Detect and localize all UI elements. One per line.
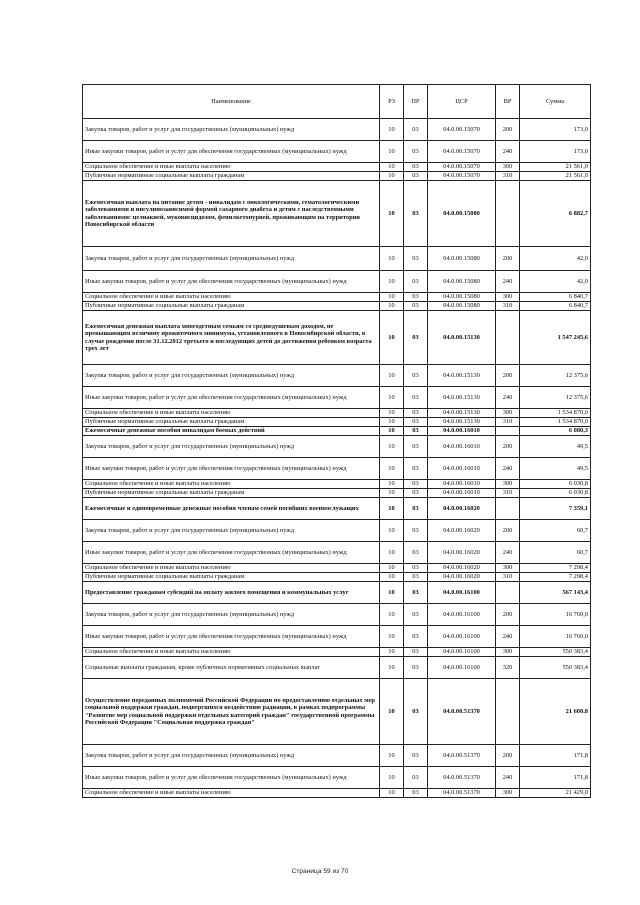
cell-csr: 04.0.00.16020 — [428, 542, 496, 564]
cell-sum: 1 534 870,0 — [520, 418, 591, 427]
cell-vr: 300 — [496, 480, 520, 489]
cell-rz: 10 — [380, 119, 404, 141]
cell-csr: 04.0.00.15080 — [428, 302, 496, 311]
cell-name: Публичные нормативные социальные выплаты гражданам — [83, 418, 380, 427]
cell-vr: 300 — [496, 293, 520, 302]
cell-vr: 200 — [496, 119, 520, 141]
cell-name: Предоставление гражданам субсидий на оплату жилого помещения и коммунальных услуг — [83, 582, 380, 604]
cell-name: Закупка товаров, работ и услуг для государственных (муниципальных) нужд — [83, 247, 380, 271]
table-row — [83, 573, 591, 582]
cell-name: Иные закупки товаров, работ и услуг для обеспечения государственных (муниципальных) нужд — [83, 626, 380, 648]
cell-rz: 10 — [380, 302, 404, 311]
cell-rz: 10 — [380, 247, 404, 271]
cell-name: Социальное обеспечение и иные выплаты населению — [83, 409, 380, 418]
cell-sum: 42,0 — [520, 247, 591, 271]
cell-vr: 300 — [496, 409, 520, 418]
cell-sum: 60,7 — [520, 520, 591, 542]
cell-csr: 04.0.00.16100 — [428, 648, 496, 657]
cell-rz: 10 — [380, 293, 404, 302]
cell-pr: 03 — [404, 427, 428, 436]
cell-rz: 10 — [380, 573, 404, 582]
cell-vr: 240 — [496, 626, 520, 648]
cell-sum: 6 030,8 — [520, 489, 591, 498]
cell-vr — [496, 311, 520, 365]
table-row — [83, 271, 591, 293]
cell-csr: 04.0.00.51370 — [428, 679, 496, 745]
table-row — [83, 626, 591, 648]
cell-rz: 10 — [380, 418, 404, 427]
cell-name: Иные закупки товаров, работ и услуг для обеспечения государственных (муниципальных) нужд — [83, 387, 380, 409]
cell-name: Иные закупки товаров, работ и услуг для обеспечения государственных (муниципальных) нужд — [83, 542, 380, 564]
cell-pr: 03 — [404, 181, 428, 247]
cell-pr: 03 — [404, 293, 428, 302]
cell-sum: 6 030,8 — [520, 480, 591, 489]
cell-rz: 10 — [380, 679, 404, 745]
cell-csr: 04.0.00.16020 — [428, 520, 496, 542]
cell-sum: 1 534 870,0 — [520, 409, 591, 418]
cell-vr: 240 — [496, 141, 520, 163]
cell-name: Социальные выплаты гражданам, кроме публичных нормативных социальных выплат — [83, 657, 380, 679]
table-row — [83, 302, 591, 311]
cell-pr: 03 — [404, 582, 428, 604]
cell-sum: 7 298,4 — [520, 573, 591, 582]
table-row — [83, 458, 591, 480]
cell-pr: 03 — [404, 498, 428, 520]
cell-vr: 310 — [496, 172, 520, 181]
cell-rz: 10 — [380, 141, 404, 163]
cell-rz: 10 — [380, 409, 404, 418]
cell-vr: 240 — [496, 271, 520, 293]
cell-pr: 03 — [404, 789, 428, 798]
table-row — [83, 648, 591, 657]
cell-rz: 10 — [380, 657, 404, 679]
cell-pr: 03 — [404, 648, 428, 657]
cell-name: Ежемесячная денежная выплата многодетным семьям со среднедушевым доходом, не превышающим величину прожиточного минимума, установленного в Новосибирской области, в случае рождения после 31.12.2012 третьего и последующих детей до достижения ребенком возраста трех лет — [83, 311, 380, 365]
cell-sum: 6 882,7 — [520, 181, 591, 247]
cell-sum: 6 080,3 — [520, 427, 591, 436]
cell-name: Ежемесячная выплата на питание детям - инвалидам с онкологическими, гематологическими заболеваниями и инсулинозависимой формой сахарного диабета и детям с наследственными заболеваниями: целиакией, муковисцидозом, фенилкетонурией, проживающим на территории Новосибирской области — [83, 181, 380, 247]
cell-vr: 240 — [496, 542, 520, 564]
cell-pr: 03 — [404, 679, 428, 745]
cell-sum: 21 561,0 — [520, 172, 591, 181]
page-number: Страница 59 из 70 — [291, 868, 349, 875]
cell-name: Публичные нормативные социальные выплаты гражданам — [83, 172, 380, 181]
cell-vr: 200 — [496, 436, 520, 458]
cell-vr: 310 — [496, 489, 520, 498]
cell-vr: 300 — [496, 648, 520, 657]
cell-pr: 03 — [404, 365, 428, 387]
cell-pr: 03 — [404, 767, 428, 789]
cell-sum: 21 600,8 — [520, 679, 591, 745]
cell-csr: 04.0.00.15130 — [428, 311, 496, 365]
cell-vr: 200 — [496, 247, 520, 271]
cell-sum: 6 840,7 — [520, 293, 591, 302]
cell-vr — [496, 427, 520, 436]
cell-rz: 10 — [380, 181, 404, 247]
header-csr: ЦСР — [428, 85, 496, 119]
cell-sum: 7 359,1 — [520, 498, 591, 520]
table-row — [83, 365, 591, 387]
cell-name: Закупка товаров, работ и услуг для государственных (муниципальных) нужд — [83, 365, 380, 387]
cell-pr: 03 — [404, 141, 428, 163]
cell-rz: 10 — [380, 542, 404, 564]
table-row — [83, 582, 591, 604]
cell-pr: 03 — [404, 247, 428, 271]
cell-csr: 04.0.00.16020 — [428, 564, 496, 573]
table-row — [83, 119, 591, 141]
cell-name: Иные закупки товаров, работ и услуг для обеспечения государственных (муниципальных) нужд — [83, 767, 380, 789]
cell-csr: 04.0.00.16100 — [428, 626, 496, 648]
cell-name: Публичные нормативные социальные выплаты гражданам — [83, 573, 380, 582]
cell-sum: 12 375,6 — [520, 387, 591, 409]
cell-rz: 10 — [380, 498, 404, 520]
table-row — [83, 604, 591, 626]
table-row — [83, 418, 591, 427]
table-row — [83, 311, 591, 365]
cell-rz: 10 — [380, 520, 404, 542]
cell-rz: 10 — [380, 626, 404, 648]
cell-vr: 200 — [496, 365, 520, 387]
cell-pr: 03 — [404, 302, 428, 311]
cell-pr: 03 — [404, 489, 428, 498]
cell-pr: 03 — [404, 436, 428, 458]
cell-pr: 03 — [404, 542, 428, 564]
cell-sum: 7 298,4 — [520, 564, 591, 573]
cell-name: Публичные нормативные социальные выплаты гражданам — [83, 489, 380, 498]
cell-pr: 03 — [404, 271, 428, 293]
cell-vr: 200 — [496, 520, 520, 542]
table-header-row — [83, 85, 591, 119]
cell-csr: 04.0.00.16100 — [428, 657, 496, 679]
header-sum: Сумма — [520, 85, 591, 119]
table-row — [83, 679, 591, 745]
cell-name: Социальное обеспечение и иные выплаты населению — [83, 789, 380, 798]
cell-vr: 310 — [496, 302, 520, 311]
cell-csr: 04.0.00.15080 — [428, 293, 496, 302]
cell-csr: 04.0.00.51370 — [428, 789, 496, 798]
cell-rz: 10 — [380, 489, 404, 498]
cell-pr: 03 — [404, 387, 428, 409]
cell-vr — [496, 498, 520, 520]
header-pr: ПР — [404, 85, 428, 119]
cell-vr — [496, 582, 520, 604]
cell-pr: 03 — [404, 657, 428, 679]
cell-name: Иные закупки товаров, работ и услуг для обеспечения государственных (муниципальных) нужд — [83, 141, 380, 163]
table-row — [83, 427, 591, 436]
cell-csr: 04.0.00.16020 — [428, 573, 496, 582]
cell-csr: 04.0.00.16010 — [428, 480, 496, 489]
cell-vr: 310 — [496, 573, 520, 582]
cell-sum: 567 143,4 — [520, 582, 591, 604]
cell-sum: 16 760,0 — [520, 626, 591, 648]
cell-csr: 04.0.00.15070 — [428, 141, 496, 163]
cell-csr: 04.0.00.15130 — [428, 365, 496, 387]
cell-rz: 10 — [380, 604, 404, 626]
table-row — [83, 141, 591, 163]
cell-sum: 16 760,0 — [520, 604, 591, 626]
table-row — [83, 480, 591, 489]
cell-rz: 10 — [380, 172, 404, 181]
cell-pr: 03 — [404, 520, 428, 542]
cell-sum: 49,5 — [520, 458, 591, 480]
cell-name: Публичные нормативные социальные выплаты гражданам — [83, 302, 380, 311]
cell-name: Закупка товаров, работ и услуг для государственных (муниципальных) нужд — [83, 604, 380, 626]
cell-name: Закупка товаров, работ и услуг для государственных (муниципальных) нужд — [83, 745, 380, 767]
cell-csr: 04.0.00.15080 — [428, 271, 496, 293]
cell-name: Иные закупки товаров, работ и услуг для обеспечения государственных (муниципальных) нужд — [83, 271, 380, 293]
table-row — [83, 745, 591, 767]
cell-rz: 10 — [380, 789, 404, 798]
cell-sum: 173,0 — [520, 119, 591, 141]
cell-name: Социальное обеспечение и иные выплаты населению — [83, 293, 380, 302]
cell-pr: 03 — [404, 480, 428, 489]
cell-rz: 10 — [380, 387, 404, 409]
cell-rz: 10 — [380, 745, 404, 767]
table-body — [83, 119, 591, 798]
cell-sum: 1 547 245,6 — [520, 311, 591, 365]
cell-csr: 04.0.00.15080 — [428, 181, 496, 247]
cell-csr: 04.0.00.15130 — [428, 387, 496, 409]
cell-sum: 550 383,4 — [520, 657, 591, 679]
cell-name: Социальное обеспечение и иные выплаты населению — [83, 564, 380, 573]
cell-vr: 300 — [496, 564, 520, 573]
cell-csr: 04.0.00.16010 — [428, 489, 496, 498]
cell-pr: 03 — [404, 163, 428, 172]
cell-csr: 04.0.00.16010 — [428, 427, 496, 436]
cell-name: Осуществление переданных полномочий Российской Федерации по предоставлению отдельных мер социальной поддержки граждан, подвергшихся воздействию радиации, в рамках подпрограммы "Развитие мер социальной поддержки отдельных категорий граждан" государственной программы Российской Федерации "Социальная поддержка граждан" — [83, 679, 380, 745]
cell-sum: 49,5 — [520, 436, 591, 458]
cell-pr: 03 — [404, 564, 428, 573]
table-row — [83, 498, 591, 520]
cell-rz: 10 — [380, 365, 404, 387]
cell-name: Ежемесячные и единовременные денежные пособия членам семей погибших военнослужащих — [83, 498, 380, 520]
cell-rz: 10 — [380, 311, 404, 365]
cell-vr: 240 — [496, 458, 520, 480]
cell-rz: 10 — [380, 582, 404, 604]
cell-vr — [496, 679, 520, 745]
cell-sum: 21 561,0 — [520, 163, 591, 172]
cell-pr: 03 — [404, 418, 428, 427]
cell-pr: 03 — [404, 604, 428, 626]
budget-table — [82, 84, 591, 798]
cell-pr: 03 — [404, 119, 428, 141]
table-row — [83, 163, 591, 172]
table-row — [83, 657, 591, 679]
cell-csr: 04.0.00.16100 — [428, 604, 496, 626]
cell-csr: 04.0.00.51370 — [428, 745, 496, 767]
cell-sum: 171,8 — [520, 767, 591, 789]
cell-rz: 10 — [380, 436, 404, 458]
header-rz: РЗ — [380, 85, 404, 119]
cell-sum: 171,8 — [520, 745, 591, 767]
cell-name: Закупка товаров, работ и услуг для государственных (муниципальных) нужд — [83, 520, 380, 542]
table-row — [83, 436, 591, 458]
cell-sum: 21 429,0 — [520, 789, 591, 798]
cell-pr: 03 — [404, 458, 428, 480]
table-row — [83, 789, 591, 798]
cell-vr: 300 — [496, 789, 520, 798]
cell-sum: 173,0 — [520, 141, 591, 163]
cell-csr: 04.0.00.16100 — [428, 582, 496, 604]
cell-name: Закупка товаров, работ и услуг для государственных (муниципальных) нужд — [83, 119, 380, 141]
cell-vr: 310 — [496, 418, 520, 427]
table-row — [83, 564, 591, 573]
cell-pr: 03 — [404, 573, 428, 582]
cell-rz: 10 — [380, 767, 404, 789]
header-vr: ВР — [496, 85, 520, 119]
cell-sum: 42,0 — [520, 271, 591, 293]
cell-csr: 04.0.00.51370 — [428, 767, 496, 789]
cell-csr: 04.0.00.16010 — [428, 436, 496, 458]
table-row — [83, 489, 591, 498]
cell-csr: 04.0.00.16020 — [428, 498, 496, 520]
table-row — [83, 520, 591, 542]
cell-vr: 300 — [496, 163, 520, 172]
cell-csr: 04.0.00.15130 — [428, 418, 496, 427]
header-name: Наименование — [83, 85, 380, 119]
cell-pr: 03 — [404, 626, 428, 648]
cell-name: Иные закупки товаров, работ и услуг для обеспечения государственных (муниципальных) нужд — [83, 458, 380, 480]
cell-rz: 10 — [380, 427, 404, 436]
cell-rz: 10 — [380, 163, 404, 172]
cell-sum: 60,7 — [520, 542, 591, 564]
cell-vr: 320 — [496, 657, 520, 679]
cell-name: Социальное обеспечение и иные выплаты населению — [83, 648, 380, 657]
cell-csr: 04.0.00.15130 — [428, 409, 496, 418]
cell-vr: 200 — [496, 745, 520, 767]
cell-pr: 03 — [404, 409, 428, 418]
cell-rz: 10 — [380, 271, 404, 293]
cell-vr: 240 — [496, 767, 520, 789]
cell-name: Ежемесячные денежные пособия инвалидам боевых действий — [83, 427, 380, 436]
table-row — [83, 767, 591, 789]
table-row — [83, 247, 591, 271]
cell-rz: 10 — [380, 564, 404, 573]
cell-sum: 550 383,4 — [520, 648, 591, 657]
cell-vr: 240 — [496, 387, 520, 409]
cell-name: Закупка товаров, работ и услуг для государственных (муниципальных) нужд — [83, 436, 380, 458]
cell-csr: 04.0.00.15070 — [428, 163, 496, 172]
cell-sum: 12 375,6 — [520, 365, 591, 387]
cell-vr — [496, 181, 520, 247]
cell-rz: 10 — [380, 458, 404, 480]
cell-csr: 04.0.00.15080 — [428, 247, 496, 271]
table-row — [83, 409, 591, 418]
cell-name: Социальное обеспечение и иные выплаты населению — [83, 163, 380, 172]
cell-csr: 04.0.00.16010 — [428, 458, 496, 480]
cell-pr: 03 — [404, 172, 428, 181]
table-row — [83, 293, 591, 302]
table-row — [83, 542, 591, 564]
cell-name: Социальное обеспечение и иные выплаты населению — [83, 480, 380, 489]
cell-vr: 200 — [496, 604, 520, 626]
table-row — [83, 181, 591, 247]
cell-sum: 6 840,7 — [520, 302, 591, 311]
cell-pr: 03 — [404, 311, 428, 365]
table-row — [83, 387, 591, 409]
table-row — [83, 172, 591, 181]
cell-rz: 10 — [380, 480, 404, 489]
cell-rz: 10 — [380, 648, 404, 657]
cell-csr: 04.0.00.15070 — [428, 172, 496, 181]
cell-csr: 04.0.00.15070 — [428, 119, 496, 141]
cell-pr: 03 — [404, 745, 428, 767]
